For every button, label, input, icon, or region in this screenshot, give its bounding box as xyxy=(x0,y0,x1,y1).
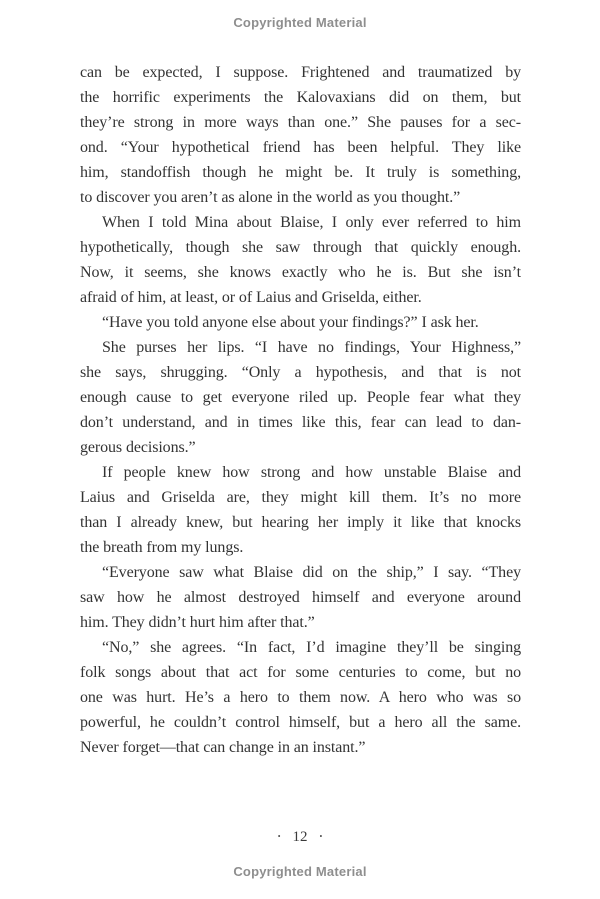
text-line: the breath from my lungs. xyxy=(80,539,244,556)
text-line: him, standoffish though he might be. It truly is something, xyxy=(80,164,521,181)
text-line: folk songs about that act for some centuries to come, but no xyxy=(80,664,521,681)
text-line: than I already knew, but hearing her imply it like that knocks xyxy=(80,514,521,531)
paragraph xyxy=(80,460,521,560)
text-line: to discover you aren’t as alone in the world as you thought.” xyxy=(80,189,461,206)
text-line: ond. “Your hypothetical friend has been helpful. They like xyxy=(80,139,521,156)
text-line: the horrific experiments the Kalovaxians did on them, but xyxy=(80,89,521,106)
text-line: she says, shrugging. “Only a hypothesis, and that is not xyxy=(80,364,521,381)
text-line: don’t understand, and in times like this, fear can lead to dan- xyxy=(80,414,521,431)
text-line: If people knew how strong and how unstable Blaise and xyxy=(102,464,521,481)
paragraph xyxy=(80,60,521,210)
paragraph xyxy=(80,335,521,460)
text-line: him. They didn’t hurt him after that.” xyxy=(80,614,315,631)
text-line: can be expected, I suppose. Frightened and traumatized by xyxy=(80,64,521,81)
text-line: “Have you told anyone else about your findings?” I ask her. xyxy=(102,314,479,331)
copyright-notice-top: Copyrighted Material xyxy=(233,15,367,30)
page-marker-left-dot: • xyxy=(277,832,281,841)
text-line: Now, it seems, she knows exactly who he is. But she isn’t xyxy=(80,264,521,281)
text-line: Laius and Griselda are, they might kill them. It’s no more xyxy=(80,489,521,506)
text-line: Never forget—that can change in an instant.” xyxy=(80,739,366,756)
text-line: powerful, he couldn’t control himself, but a hero all the same. xyxy=(80,714,521,731)
text-line: When I told Mina about Blaise, I only ever referred to him xyxy=(102,214,521,231)
text-line: “Everyone saw what Blaise did on the ship,” I say. “They xyxy=(102,564,521,581)
text-line: one was hurt. He’s a hero to them now. A hero who was so xyxy=(80,689,521,706)
page-number-marker xyxy=(0,829,600,845)
paragraph xyxy=(80,310,521,335)
text-line: She purses her lips. “I have no findings, Your Highness,” xyxy=(102,339,521,356)
body-text xyxy=(80,60,521,760)
text-line: saw how he almost destroyed himself and everyone around xyxy=(80,589,521,606)
paragraph xyxy=(80,635,521,760)
text-line: hypothetically, though she saw through that quickly enough. xyxy=(80,239,521,256)
paragraph xyxy=(80,210,521,310)
page-marker-right-dot: • xyxy=(319,832,323,841)
paragraph xyxy=(80,560,521,635)
text-line: afraid of him, at least, or of Laius and Griselda, either. xyxy=(80,289,422,306)
text-line: enough cause to get everyone riled up. People fear what they xyxy=(80,389,521,406)
text-line: “No,” she agrees. “In fact, I’d imagine they’ll be singing xyxy=(102,639,521,656)
text-line: they’re strong in more ways than one.” She pauses for a sec- xyxy=(80,114,521,131)
text-line: gerous decisions.” xyxy=(80,439,196,456)
page-number: 12 xyxy=(292,829,308,845)
copyright-notice-bottom: Copyrighted Material xyxy=(233,864,367,879)
